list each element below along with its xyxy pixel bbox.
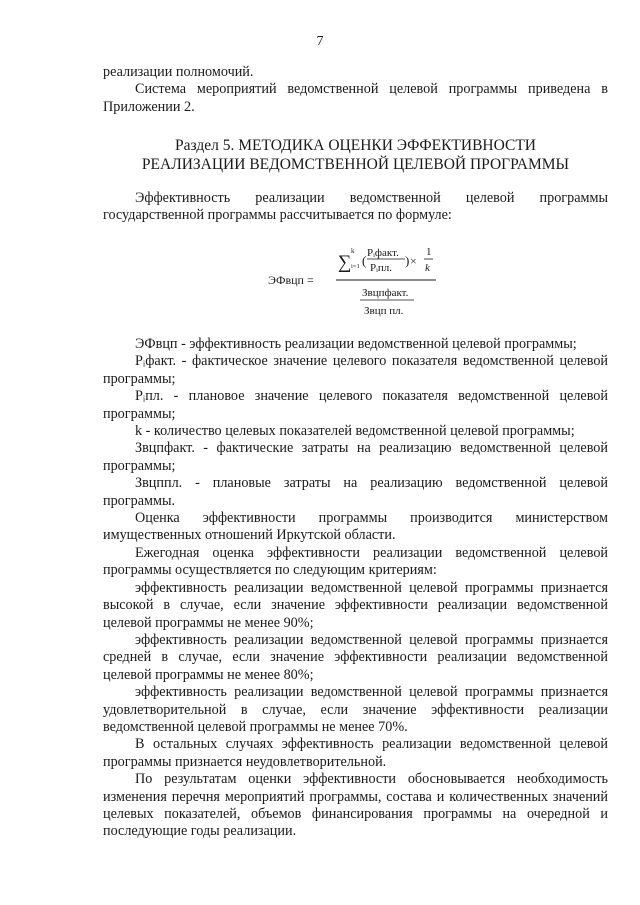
formula-times: × xyxy=(410,254,417,268)
efficiency-formula xyxy=(268,242,448,322)
formula-lhs: ЭФвцп = xyxy=(268,273,314,287)
formula-p-plan: Pᵢпл. xyxy=(370,262,393,274)
definition-cost-plan: Звцппл. - плановые затраты на реализацию ведомственной целевой программы. xyxy=(103,475,608,509)
formula-svg xyxy=(268,242,448,322)
formula-intro: Эффективность реализации ведомственной целевой программы государственной программы рассчитывается по формуле: xyxy=(103,190,608,224)
definition-efficiency: ЭФвцп - эффективность реализации ведомственной целевой программы; xyxy=(135,336,577,352)
formula-p-fact: Pᵢфакт. xyxy=(367,247,399,259)
section-title-line1: Раздел 5. МЕТОДИКА ОЦЕНКИ ЭФФЕКТИВНОСТИ xyxy=(175,137,536,154)
formula-intro-block xyxy=(103,190,608,225)
paragraph-unsatisfactory: В остальных случаях эффективность реализации ведомственной целевой программы признается неудовлетворительной. xyxy=(103,736,608,770)
paragraph-criteria-intro: Ежегодная оценка эффективности реализации ведомственной целевой программы осуществляется по следующим критериям: xyxy=(103,544,608,579)
intro-appendix-note: Система мероприятий ведомственной целевой программы приведена в Приложении 2. xyxy=(103,81,608,115)
paragraph-criterion-high: эффективность реализации ведомственной целевой программы признается высокой в случае, если значение эффективности реализации ведомственной целевой программы не менее 90%; xyxy=(103,579,608,631)
formula-cost-fact: Звцпфакт. xyxy=(362,287,409,299)
body-block xyxy=(103,336,608,841)
formula-open-paren: ( xyxy=(362,253,367,268)
paragraph-conclusion: По результатам оценки эффективности обосновывается необходимость изменения перечня мероприятий программы, состава и количественных значений целевых показателей, объемов финансирования программы на очередной и последующие годы реализации. xyxy=(103,771,608,840)
section-title-line2: РЕАЛИЗАЦИИ ВЕДОМСТВЕННОЙ ЦЕЛЕВОЙ ПРОГРАММЫ xyxy=(141,156,570,173)
section-title xyxy=(103,136,608,174)
definition-k: k - количество целевых показателей ведомственной целевой программы; xyxy=(135,423,575,440)
definition-cost-fact: Звцпфакт. - фактические затраты на реализацию ведомственной целевой программы; xyxy=(103,440,608,474)
intro-block xyxy=(103,64,608,116)
intro-line: реализации полномочий. xyxy=(103,64,254,80)
definition-p-fact: Pᵢфакт. - фактическое значение целевого показателя ведомственной целевой программы; xyxy=(103,353,608,387)
page-number: 7 xyxy=(316,34,324,49)
formula-cost-plan: Звцп пл. xyxy=(364,305,404,317)
paragraph-criterion-satisfactory: эффективность реализации ведомственной целевой программы признается удовлетворительной в случае, если значение эффективности реализации ведомственной целевой программы не менее 70%. xyxy=(103,684,608,735)
formula-sum-sign: ∑ xyxy=(338,252,352,273)
formula-sum-lower: i=1 xyxy=(351,263,360,270)
definition-p-plan: Pᵢпл. - плановое значение целевого показателя ведомственной целевой программы; xyxy=(103,388,608,422)
formula-close-paren: ) xyxy=(405,253,410,268)
paragraph-evaluator: Оценка эффективности программы производится министерством имущественных отношений Иркутской области. xyxy=(103,510,608,544)
paragraph-criterion-medium: эффективность реализации ведомственной целевой программы признается средней в случае, если значение эффективности реализации ведомственной целевой программы не менее 80%; xyxy=(103,631,608,683)
formula-sum-upper: k xyxy=(351,247,355,255)
formula-k: k xyxy=(425,262,430,274)
formula-one: 1 xyxy=(426,246,432,258)
